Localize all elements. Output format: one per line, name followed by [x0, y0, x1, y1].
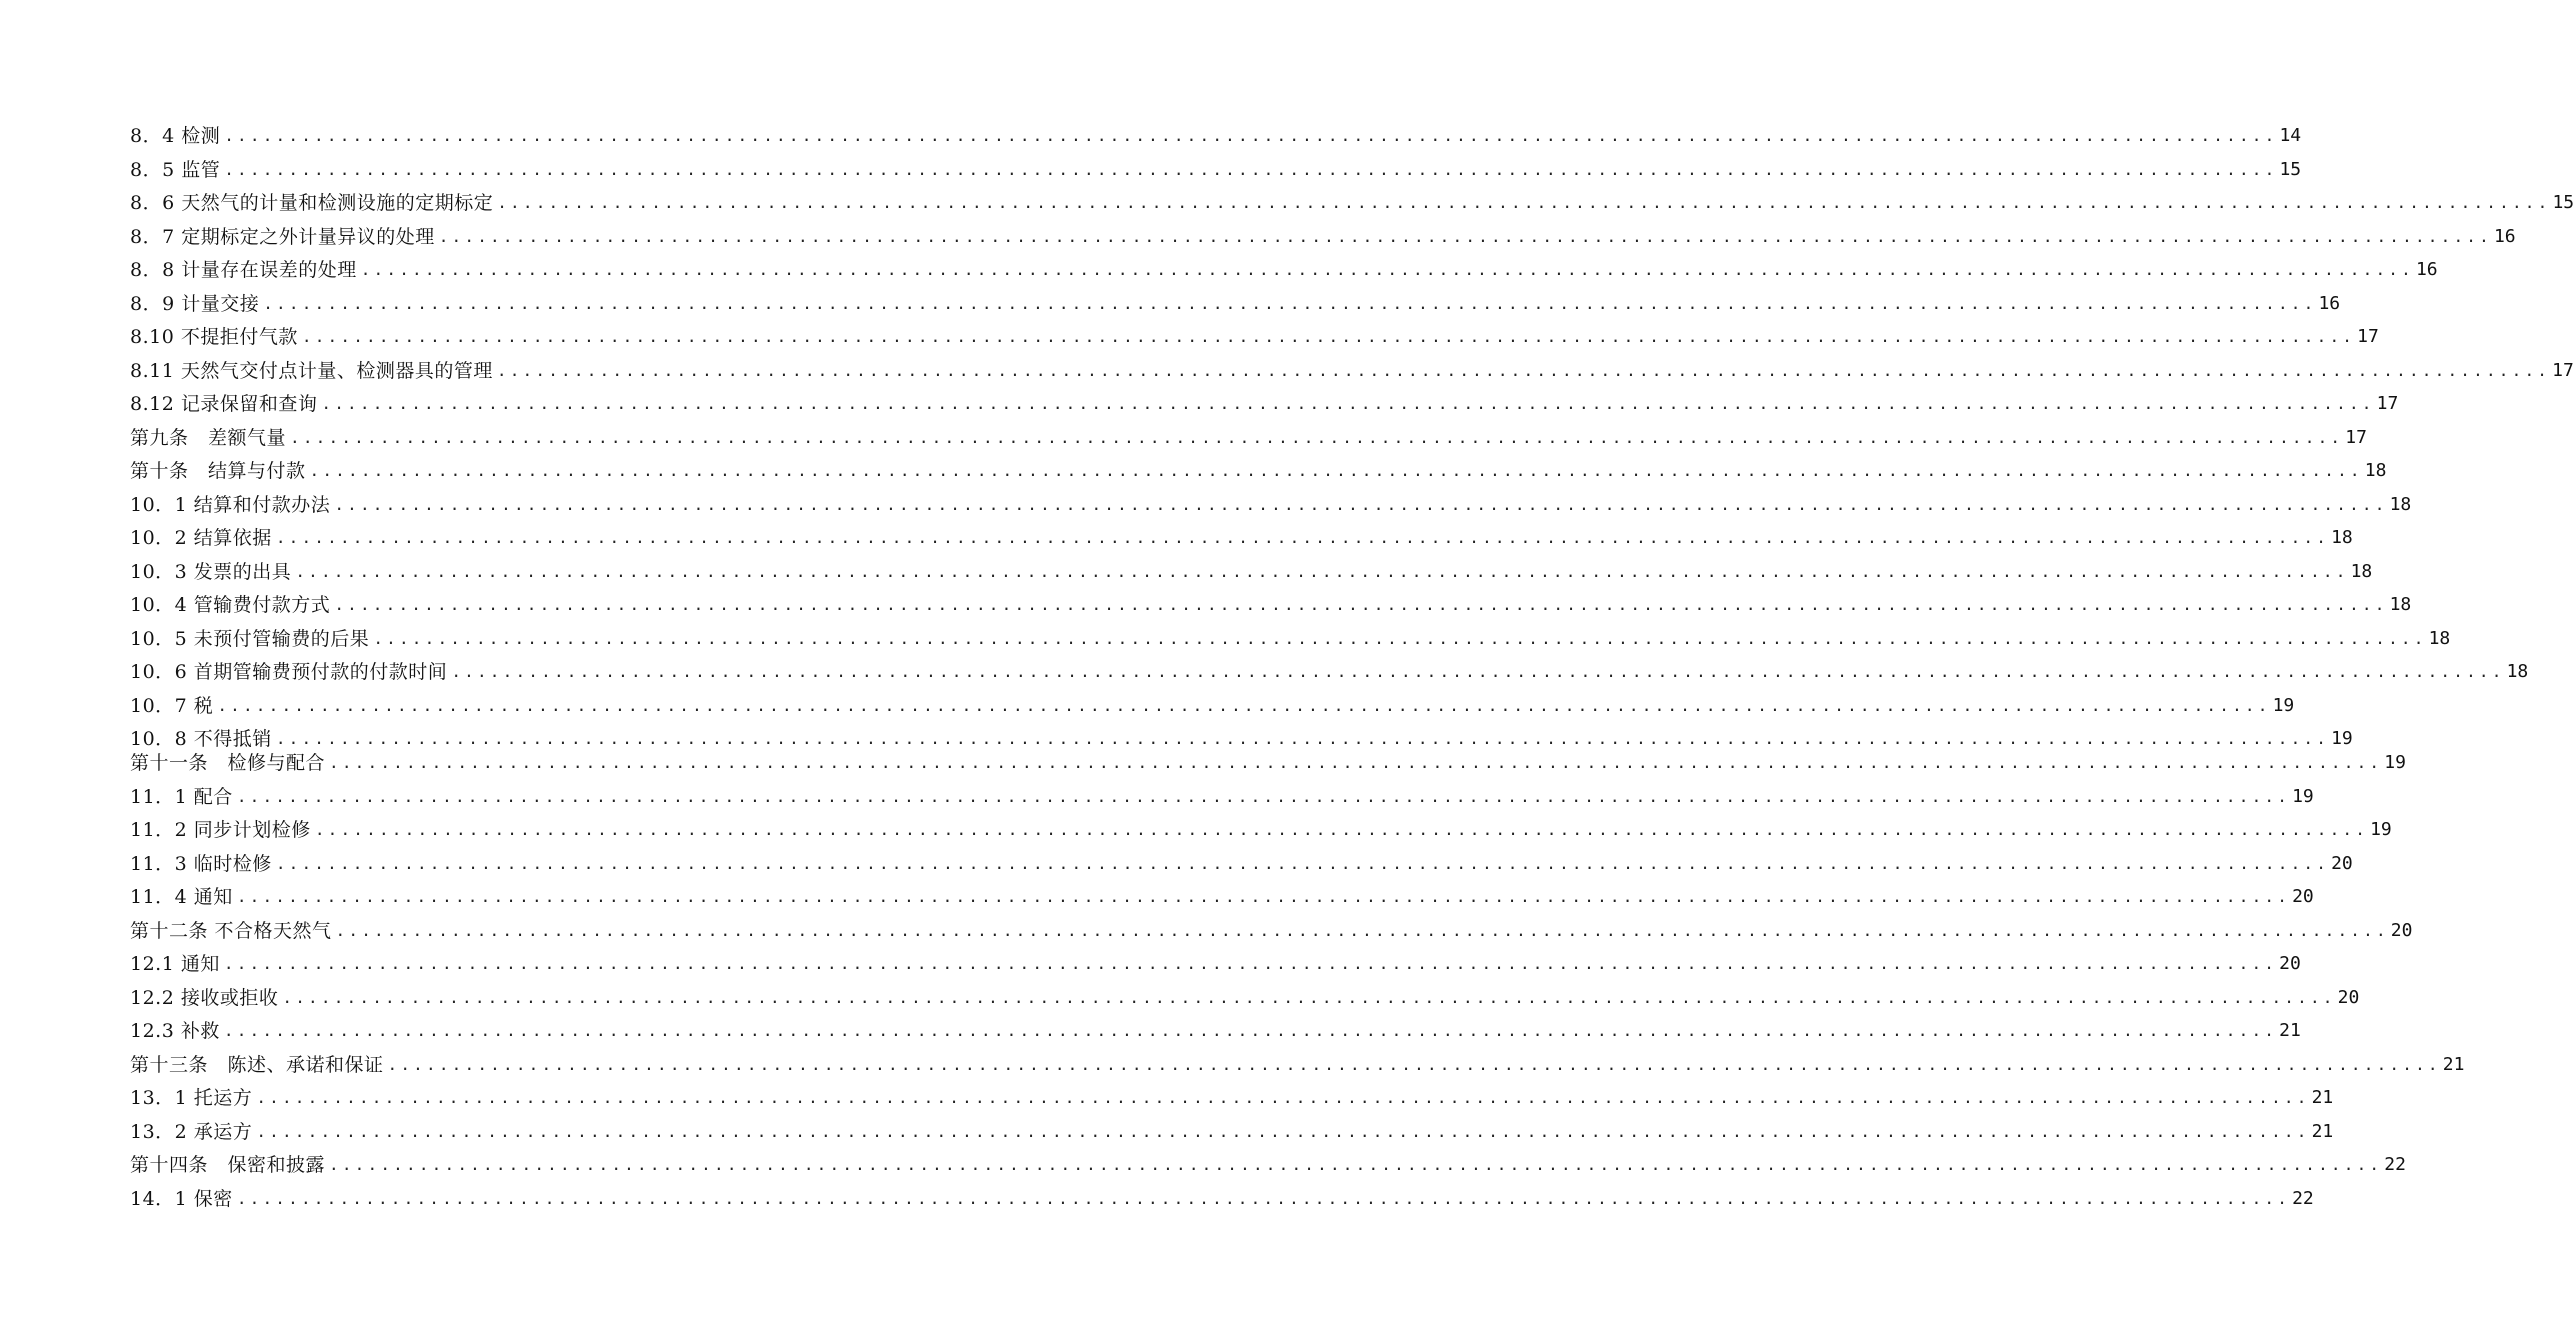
toc-entry[interactable] [130, 323, 2379, 357]
toc-dot-leader: ................................................................................................................................................................ [329, 1155, 2383, 1174]
toc-entry[interactable] [130, 950, 2301, 984]
toc-entry-title: 第十一条 检修与配合 [130, 752, 326, 774]
toc-dot-leader: ................................................................................................................................................................ [321, 394, 2375, 413]
toc-entry[interactable] [130, 625, 2451, 659]
toc-page-number: 17 [2552, 359, 2574, 381]
toc-entry[interactable] [130, 189, 2574, 223]
toc-entry[interactable] [130, 357, 2574, 391]
toc-page-number: 15 [2552, 192, 2574, 213]
toc-entry[interactable] [130, 424, 2367, 458]
toc-page-number: 14 [2279, 125, 2302, 146]
toc-entry-title: 11．4 通知 [130, 886, 233, 908]
toc-page-number: 16 [2318, 292, 2341, 314]
toc-dot-leader: ................................................................................................................................................................ [497, 193, 2551, 212]
toc-entry-title: 10．4 管输费付款方式 [130, 594, 331, 616]
toc-dot-leader: ................................................................................................................................................................ [263, 293, 2317, 313]
toc-dot-leader: ................................................................................................................................................................ [496, 360, 2551, 380]
toc-dot-leader: ................................................................................................................................................................ [329, 753, 2383, 772]
toc-dot-leader: ................................................................................................................................................................ [360, 260, 2414, 279]
toc-dot-leader: ................................................................................................................................................................ [335, 920, 2389, 940]
toc-dot-leader: ................................................................................................................................................................ [236, 887, 2291, 906]
toc-page-number: 19 [2272, 694, 2295, 716]
toc-entry[interactable] [130, 883, 2314, 917]
toc-page-number: 19 [2370, 819, 2392, 840]
toc-page-number: 15 [2279, 158, 2302, 180]
toc-page-number: 16 [2415, 259, 2438, 280]
toc-entry-title: 14．1 保密 [130, 1187, 233, 1210]
toc-dot-leader: ................................................................................................................................................................ [223, 954, 2278, 973]
toc-entry-title: 10．7 税 [130, 694, 214, 717]
toc-entry[interactable] [130, 1118, 2334, 1152]
toc-entry-title: 10．8 不得抵销 [130, 728, 272, 750]
toc-entry[interactable] [130, 524, 2353, 558]
toc-entry[interactable] [130, 1084, 2334, 1118]
toc-dot-leader: ................................................................................................................................................................ [282, 987, 2336, 1007]
toc-entry[interactable] [130, 591, 2412, 625]
toc-dot-leader: ................................................................................................................................................................ [301, 327, 2356, 346]
toc-page-number: 17 [2376, 393, 2399, 414]
toc-entry-title: 第十二条 不合格天然气 [130, 919, 332, 942]
toc-entry[interactable] [130, 816, 2392, 850]
toc-entry-title: 8．9 计量交接 [130, 292, 260, 315]
toc-page-number: 20 [2292, 886, 2314, 907]
toc-entry-title: 10．2 结算依据 [130, 527, 272, 549]
toc-dot-leader: ................................................................................................................................................................ [236, 1188, 2291, 1208]
toc-entry-title: 12.3 补救 [130, 1020, 220, 1042]
toc-page-number: 17 [2357, 326, 2379, 347]
toc-dot-leader: ................................................................................................................................................................ [224, 159, 2278, 179]
toc-entry-title: 8．7 定期标定之外计量异议的处理 [130, 225, 435, 248]
toc-entry[interactable] [130, 1151, 2406, 1185]
toc-page-number: 19 [2331, 728, 2353, 749]
toc-dot-leader: ................................................................................................................................................................ [438, 226, 2492, 246]
toc-entry[interactable] [130, 1185, 2314, 1219]
toc-page-number: 20 [2390, 919, 2413, 941]
toc-dot-leader: ................................................................................................................................................................ [275, 729, 2330, 748]
toc-entry-title: 11．3 临时检修 [130, 852, 272, 875]
toc-entry-title: 8．8 计量存在误差的处理 [130, 259, 357, 281]
toc-entry[interactable] [130, 223, 2516, 257]
toc-entry[interactable] [130, 256, 2438, 290]
toc-dot-leader: ................................................................................................................................................................ [295, 561, 2349, 581]
toc-entry[interactable] [130, 850, 2353, 884]
toc-entry-title: 第十条 结算与付款 [130, 460, 306, 482]
toc-dot-leader: ................................................................................................................................................................ [451, 662, 2505, 681]
toc-entry-title: 12.1 通知 [130, 953, 220, 975]
toc-page-number: 17 [2345, 426, 2367, 448]
toc-entry-title: 8.11 天然气交付点计量、检测器具的管理 [130, 359, 493, 382]
toc-entry-title: 11．2 同步计划检修 [130, 819, 311, 841]
toc-page-number: 19 [2384, 752, 2406, 773]
toc-entry[interactable] [130, 984, 2360, 1018]
toc-entry[interactable] [130, 725, 2353, 750]
toc-page-number: 18 [2428, 627, 2451, 649]
toc-entry-title: 10．5 未预付管输费的后果 [130, 627, 370, 650]
toc-entry-title: 第九条 差额气量 [130, 426, 287, 449]
toc-page-number: 21 [2279, 1020, 2301, 1041]
toc-dot-leader: ................................................................................................................................................................ [256, 1121, 2310, 1141]
toc-page-number: 18 [2331, 527, 2353, 548]
toc-entry-title: 13．1 托运方 [130, 1087, 253, 1109]
toc-dot-leader: ................................................................................................................................................................ [334, 595, 2388, 614]
toc-entry[interactable] [130, 390, 2399, 424]
toc-page-number: 22 [2292, 1187, 2314, 1209]
toc-entry-title: 10．3 发票的出具 [130, 560, 292, 583]
toc-entry-title: 8．6 天然气的计量和检测设施的定期标定 [130, 192, 494, 214]
toc-dot-leader: ................................................................................................................................................................ [224, 126, 2278, 145]
table-of-contents [130, 122, 2574, 1218]
toc-entry-title: 10．6 首期管输费预付款的付款时间 [130, 661, 448, 683]
toc-dot-leader: ................................................................................................................................................................ [236, 786, 2291, 806]
toc-entry[interactable] [130, 917, 2413, 951]
toc-page-number: 20 [2331, 852, 2353, 874]
toc-dot-leader: ................................................................................................................................................................ [334, 494, 2388, 514]
toc-page-number: 19 [2292, 785, 2314, 807]
toc-entry[interactable] [130, 156, 2302, 190]
toc-page-number: 21 [2442, 1053, 2465, 1075]
toc-page-number: 22 [2384, 1154, 2406, 1175]
toc-entry-title: 11．1 配合 [130, 785, 233, 808]
toc-entry-title: 第十三条 陈述、承诺和保证 [130, 1053, 384, 1076]
toc-page-number: 21 [2311, 1120, 2334, 1142]
toc-dot-leader: ................................................................................................................................................................ [309, 461, 2363, 480]
toc-dot-leader: ................................................................................................................................................................ [275, 853, 2330, 873]
toc-entry-title: 13．2 承运方 [130, 1120, 253, 1143]
toc-entry-title: 8.12 记录保留和查询 [130, 393, 318, 415]
toc-entry-title: 8．5 监管 [130, 158, 221, 181]
toc-entry[interactable] [130, 692, 2295, 726]
toc-entry[interactable] [130, 457, 2387, 491]
toc-entry[interactable] [130, 749, 2406, 783]
toc-entry-title: 12.2 接收或拒收 [130, 986, 279, 1009]
toc-entry[interactable] [130, 122, 2302, 156]
toc-entry[interactable] [130, 658, 2529, 692]
toc-dot-leader: ................................................................................................................................................................ [387, 1054, 2441, 1074]
toc-entry[interactable] [130, 1051, 2465, 1085]
toc-page-number: 18 [2364, 460, 2387, 481]
toc-dot-leader: ................................................................................................................................................................ [314, 820, 2369, 839]
toc-entry[interactable] [130, 1017, 2301, 1051]
toc-page-number: 20 [2279, 953, 2301, 974]
toc-entry-title: 第十四条 保密和披露 [130, 1154, 326, 1176]
toc-page-number: 21 [2311, 1087, 2334, 1108]
toc-dot-leader: ................................................................................................................................................................ [217, 695, 2271, 715]
toc-entry[interactable] [130, 558, 2373, 592]
toc-dot-leader: ................................................................................................................................................................ [275, 528, 2330, 547]
toc-dot-leader: ................................................................................................................................................................ [256, 1088, 2310, 1107]
toc-page-number: 18 [2506, 661, 2529, 682]
toc-dot-leader: ................................................................................................................................................................ [223, 1021, 2278, 1040]
toc-entry-title: 8.10 不提拒付气款 [130, 326, 298, 348]
toc-entry-title: 8．4 检测 [130, 125, 221, 147]
toc-page-number: 18 [2389, 493, 2412, 515]
toc-entry[interactable] [130, 290, 2341, 324]
toc-entry[interactable] [130, 491, 2412, 525]
toc-page-number: 18 [2350, 560, 2373, 582]
toc-page-number: 16 [2493, 225, 2516, 247]
toc-entry-title: 10．1 结算和付款办法 [130, 493, 331, 516]
toc-dot-leader: ................................................................................................................................................................ [373, 628, 2427, 648]
toc-page-number: 20 [2337, 986, 2360, 1008]
toc-dot-leader: ................................................................................................................................................................ [290, 427, 2344, 447]
toc-page-number: 18 [2389, 594, 2412, 615]
toc-entry[interactable] [130, 783, 2314, 817]
